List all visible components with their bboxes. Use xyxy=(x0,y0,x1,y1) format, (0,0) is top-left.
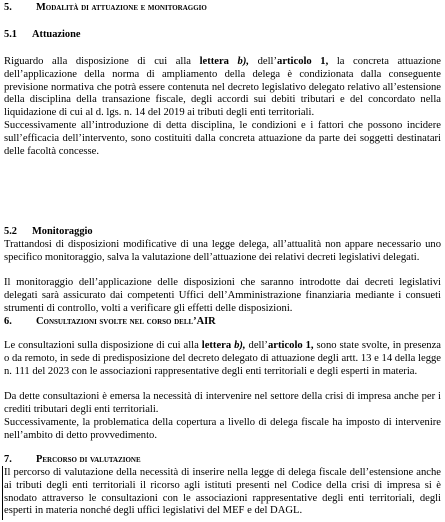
bold-italic-text: b), xyxy=(234,340,246,351)
section-title: Modalità di attuazione e monitoraggio xyxy=(36,2,207,13)
section-number: 5. xyxy=(4,2,12,13)
paragraph: Da dette consultazioni è emersa la necessità di intervenire nel settore della crisi di impresa anche per i crediti tributari degli enti territoriali. xyxy=(4,391,441,415)
section-7-heading xyxy=(4,454,441,467)
text-run: Riguardo alla disposizione di cui alla xyxy=(4,56,200,67)
section-number: 6. xyxy=(4,316,12,327)
subsection-title: Monitoraggio xyxy=(32,226,93,237)
subsection-number: 5.1 xyxy=(4,29,17,40)
section-title: Percorso di valutazione xyxy=(36,454,141,465)
paragraph-left-rule xyxy=(2,466,3,520)
bold-text: lettera xyxy=(201,340,232,351)
paragraph: Trattandosi di disposizioni modificative di una legge delega, all’attualità non appare necessario uno specifico monitoraggio, salva la valutazione dell’attuazione dei relativi decreti legislativi delegati. xyxy=(4,239,441,263)
subsection-title: Attuazione xyxy=(32,29,81,40)
text-run: dell’ xyxy=(245,340,268,351)
section-5-heading xyxy=(4,2,441,15)
section-6-heading xyxy=(4,316,441,329)
paragraph xyxy=(4,56,441,120)
paragraph xyxy=(4,340,441,378)
section-title: Consultazioni svolte nel corso dell’AIR xyxy=(36,316,216,327)
text-run: dell’ xyxy=(249,56,278,67)
paragraph: Il monitoraggio dell’applicazione delle disposizioni che saranno introdotte dai decreti legislativi delegati sarà assicurato dai competenti Uffici dell’Amministrazione finanziaria mediante i consueti strumenti di controllo, volti a verificare gli effetti delle disposizioni. xyxy=(4,277,441,314)
bold-text: lettera xyxy=(199,56,229,67)
text-run: sono state svolte, in presenza o da remoto, in sede di predisposizione del decreto delegato di attuazione degli artt. 13 e 14 della legge n. 111 del 2023 con le associazioni rappresentative degli enti territoriali e degli esperti in materia. xyxy=(4,340,441,377)
subsection-number: 5.2 xyxy=(4,226,17,237)
text-run: Le consultazioni sulla disposizione di cui alla xyxy=(4,340,202,351)
bold-text: articolo 1, xyxy=(267,340,314,351)
subsection-5-1-heading xyxy=(4,29,441,42)
section-number: 7. xyxy=(4,454,12,465)
paragraph: Il percorso di valutazione della necessità di inserire nella legge di delega fiscale dell’estensione anche ai tributi degli enti territoriali il ricorso agli istituti presenti nel Codice della crisi di impresa si è snodato attraverso le consultazioni con le associazioni rappresentative degli enti territoriali, degli esperti in materia nonché degli uffici legislativi del MEF e del DAGL. xyxy=(4,467,441,517)
paragraph: Successivamente, la problematica della copertura a livello di delega fiscale ha imposto di intervenire nell’ambito di detto provvedimento. xyxy=(4,417,441,441)
subsection-5-2-heading xyxy=(4,226,441,239)
paragraph: Successivamente all’introduzione di detta disciplina, le condizioni e i fattori che possono incidere sull’efficacia dell’intervento, sono costituiti dalla concreta attuazione da parte dei soggetti destinatari delle facoltà concesse. xyxy=(4,120,441,157)
bold-text: articolo 1, xyxy=(277,56,329,67)
bold-italic-text: b), xyxy=(237,56,250,67)
text-run: la concreta attuazione dell’applicazione della norma di ampliamento della delega è condizionata dalla conseguente previsione normativa che potrà essere contenuta nel decreto legislativo delegato relativo all’estensione della disciplina della transazione fiscale, degli accordi sui debiti tributari e del concordato nella liquidazione di cui al d. lgs. n. 14 del 2019 ai tributi degli enti territoriali. xyxy=(4,56,441,119)
